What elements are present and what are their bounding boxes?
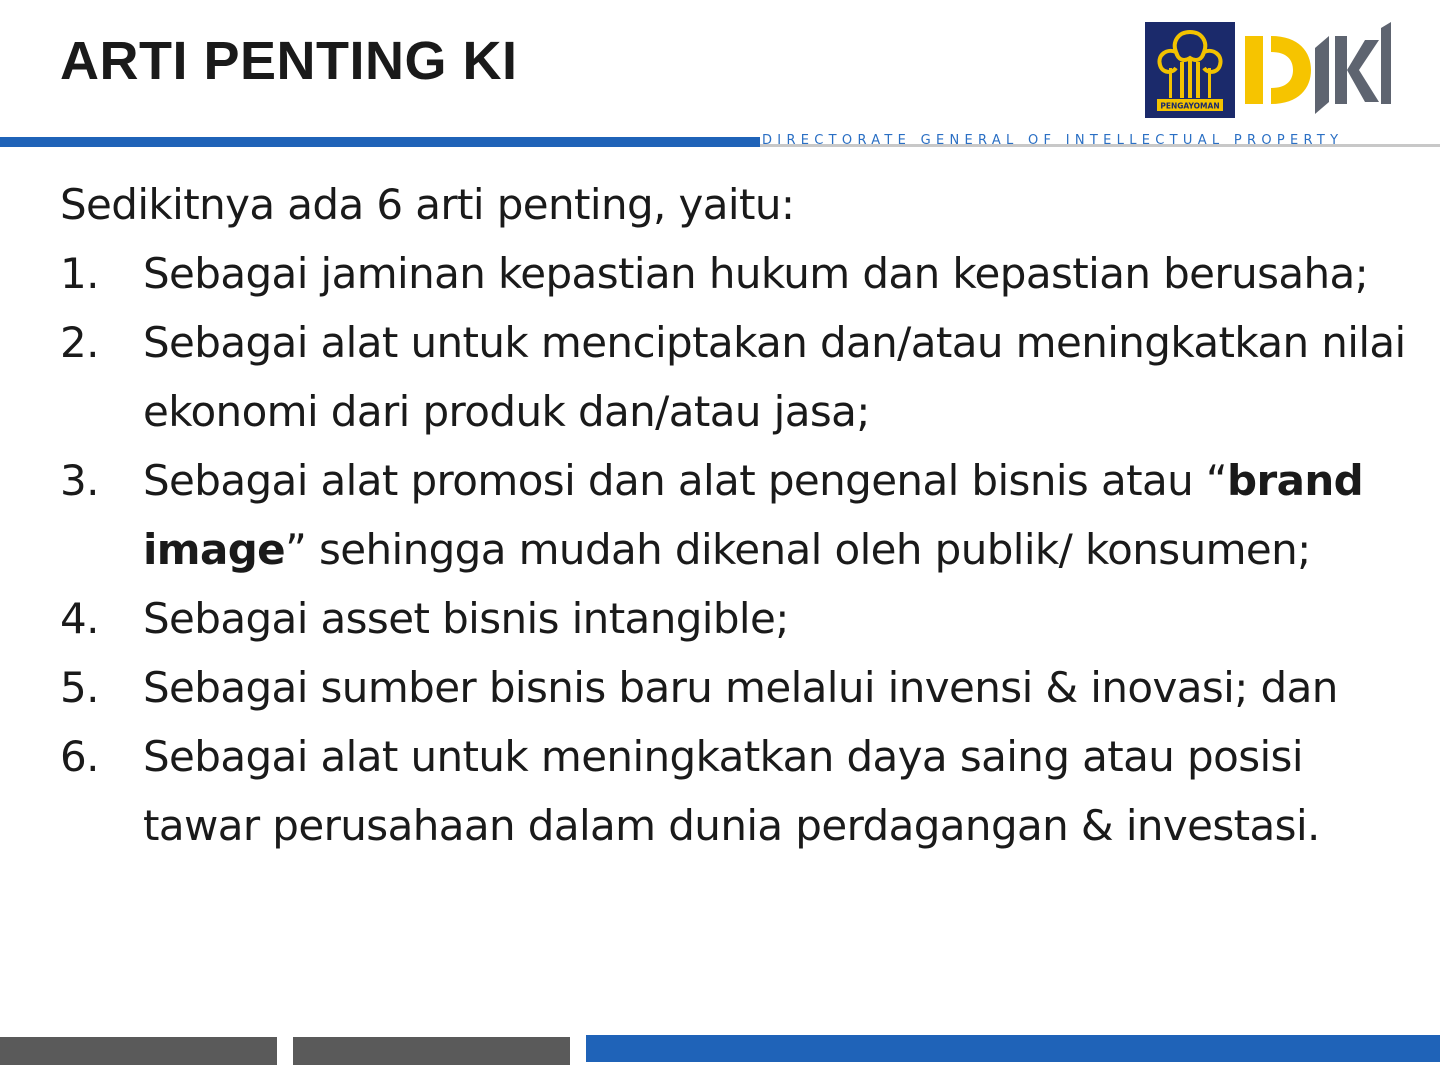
list-text: Sebagai asset bisnis intangible;	[143, 594, 789, 643]
list-item	[60, 308, 1430, 446]
list-number: 3.	[60, 456, 99, 505]
list-text: Sebagai alat untuk meningkatkan daya saing atau posisi tawar perusahaan dalam dunia perdagangan & investasi.	[143, 732, 1320, 850]
intro-text: Sedikitnya ada 6 arti penting, yaitu:	[60, 180, 795, 229]
list-item	[60, 722, 1430, 860]
pengayoman-tree-emblem-icon	[1145, 22, 1235, 118]
points-list	[60, 239, 1430, 860]
list-text-before: Sebagai alat promosi dan alat pengenal bisnis atau “	[143, 456, 1228, 505]
footer-bar-gray-2	[293, 1037, 570, 1065]
list-item	[60, 653, 1430, 722]
slide-body	[60, 170, 1430, 860]
list-number: 4.	[60, 594, 99, 643]
list-item	[60, 446, 1430, 584]
header-rule-blue	[0, 137, 760, 147]
list-text-after: ” sehingga mudah dikenal oleh publik/ konsumen;	[285, 525, 1311, 574]
directorate-label: DIRECTORATE GENERAL OF INTELLECTUAL PROPERTY	[762, 133, 1344, 148]
djki-logo-icon	[1243, 18, 1393, 120]
footer-bar-gray-1	[0, 1037, 277, 1065]
list-text: Sebagai alat untuk menciptakan dan/atau meningkatkan nilai ekonomi dari produk dan/atau jasa;	[143, 318, 1406, 436]
list-number: 1.	[60, 249, 99, 298]
list-item	[60, 584, 1430, 653]
list-text: Sebagai jaminan kepastian hukum dan kepastian berusaha;	[143, 249, 1369, 298]
list-item	[60, 239, 1430, 308]
list-text: Sebagai sumber bisnis baru melalui invensi & inovasi; dan	[143, 663, 1338, 712]
list-number: 2.	[60, 318, 99, 367]
emblem-text: PENGAYOMAN	[1160, 101, 1220, 111]
slide-title: ARTI PENTING KI	[60, 31, 518, 91]
footer-bar-blue	[586, 1035, 1440, 1062]
list-text-bold: brand image	[143, 456, 1364, 574]
list-number: 6.	[60, 732, 99, 781]
list-number: 5.	[60, 663, 99, 712]
